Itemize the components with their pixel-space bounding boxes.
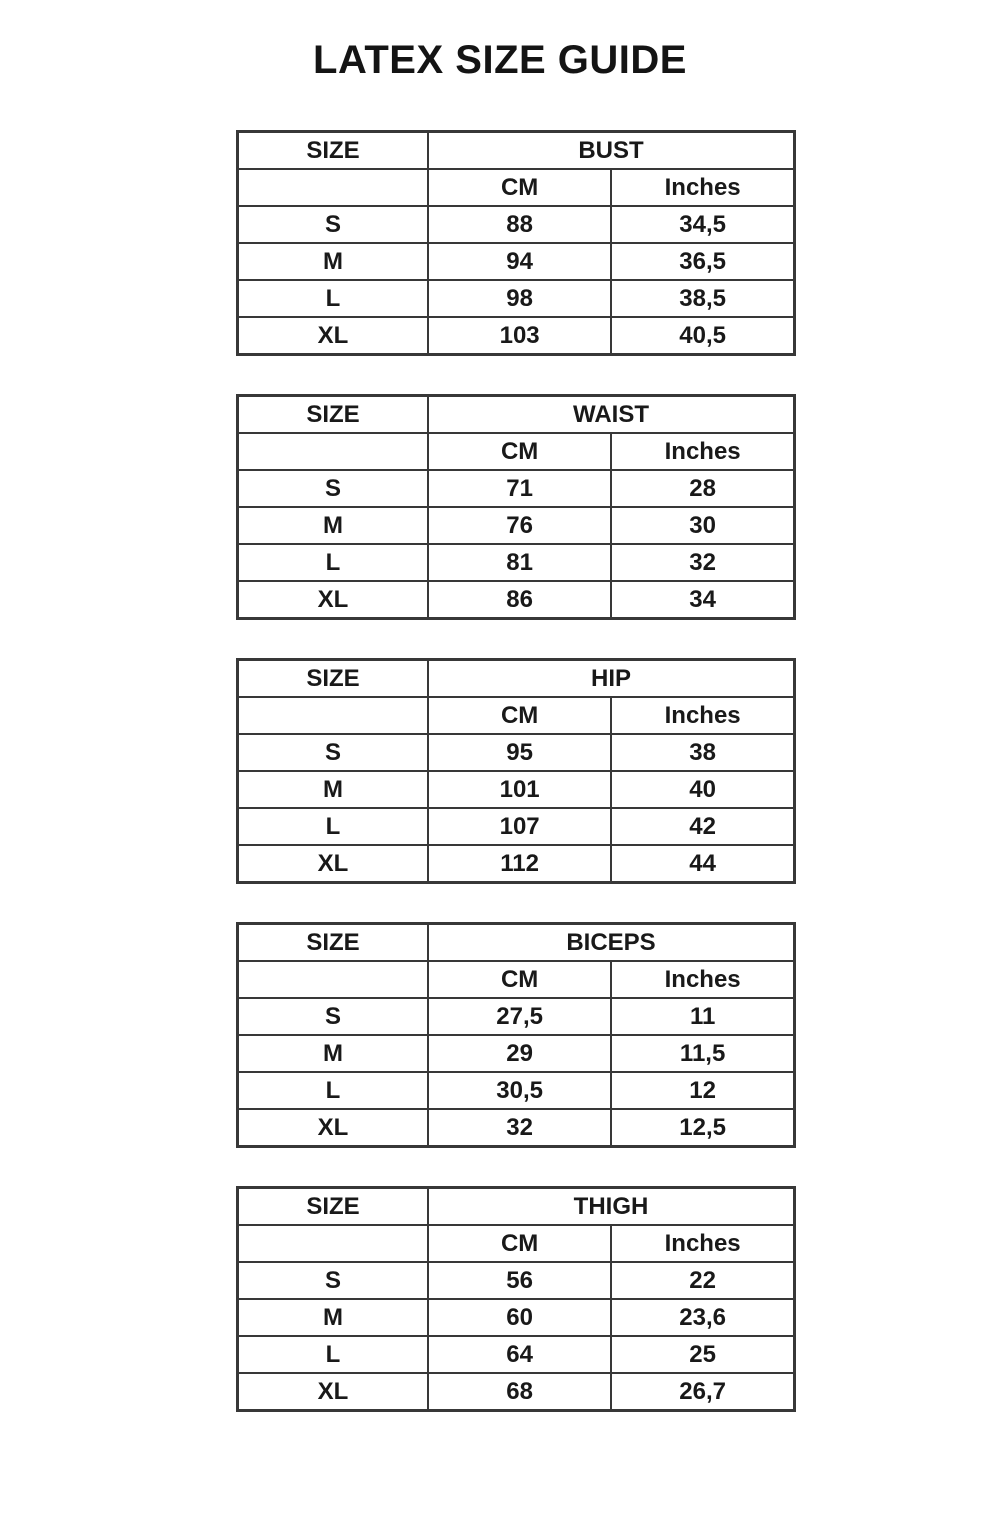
cm-header: CM xyxy=(428,697,611,734)
cm-cell: 95 xyxy=(428,734,611,771)
size-cell: XL xyxy=(238,845,429,883)
table-row xyxy=(238,317,795,355)
cm-cell: 64 xyxy=(428,1336,611,1373)
inches-header: Inches xyxy=(611,961,794,998)
size-cell: M xyxy=(238,1035,429,1072)
unit-header-row xyxy=(238,169,795,206)
cm-cell: 29 xyxy=(428,1035,611,1072)
size-cell: S xyxy=(238,998,429,1035)
table-header-row xyxy=(238,396,795,434)
size-header: SIZE xyxy=(238,924,429,962)
cm-cell: 88 xyxy=(428,206,611,243)
table-header-row xyxy=(238,660,795,698)
size-cell: L xyxy=(238,280,429,317)
inches-cell: 23,6 xyxy=(611,1299,794,1336)
inches-cell: 34 xyxy=(611,581,794,619)
inches-cell: 40,5 xyxy=(611,317,794,355)
inches-cell: 28 xyxy=(611,470,794,507)
cm-cell: 76 xyxy=(428,507,611,544)
size-cell: M xyxy=(238,1299,429,1336)
page-title: LATEX SIZE GUIDE xyxy=(313,38,687,82)
cm-cell: 56 xyxy=(428,1262,611,1299)
table-row xyxy=(238,1109,795,1147)
unit-header-row xyxy=(238,697,795,734)
cm-header: CM xyxy=(428,169,611,206)
cm-cell: 32 xyxy=(428,1109,611,1147)
inches-cell: 32 xyxy=(611,544,794,581)
table-row xyxy=(238,808,795,845)
cm-cell: 94 xyxy=(428,243,611,280)
size-cell: M xyxy=(238,771,429,808)
table-row xyxy=(238,998,795,1035)
size-cell: S xyxy=(238,470,429,507)
size-cell: L xyxy=(238,544,429,581)
size-cell: S xyxy=(238,206,429,243)
size-cell: XL xyxy=(238,1373,429,1411)
table-header-row xyxy=(238,1188,795,1226)
table-row xyxy=(238,1072,795,1109)
empty-cell xyxy=(238,1225,429,1262)
cm-cell: 71 xyxy=(428,470,611,507)
size-cell: S xyxy=(238,734,429,771)
inches-header: Inches xyxy=(611,1225,794,1262)
table-row xyxy=(238,507,795,544)
unit-header-row xyxy=(238,1225,795,1262)
inches-cell: 44 xyxy=(611,845,794,883)
inches-cell: 12,5 xyxy=(611,1109,794,1147)
table-row xyxy=(238,1373,795,1411)
cm-header: CM xyxy=(428,433,611,470)
inches-header: Inches xyxy=(611,433,794,470)
size-table-bust xyxy=(236,130,796,356)
inches-header: Inches xyxy=(611,169,794,206)
size-cell: M xyxy=(238,243,429,280)
size-cell: L xyxy=(238,808,429,845)
size-table-hip xyxy=(236,658,796,884)
empty-cell xyxy=(238,697,429,734)
cm-cell: 27,5 xyxy=(428,998,611,1035)
table-row xyxy=(238,470,795,507)
inches-cell: 11 xyxy=(611,998,794,1035)
size-table-waist xyxy=(236,394,796,620)
empty-cell xyxy=(238,433,429,470)
table-header-row xyxy=(238,132,795,170)
size-header: SIZE xyxy=(238,660,429,698)
table-row xyxy=(238,581,795,619)
cm-cell: 68 xyxy=(428,1373,611,1411)
size-table-biceps xyxy=(236,922,796,1148)
measurement-header: WAIST xyxy=(428,396,795,434)
cm-header: CM xyxy=(428,961,611,998)
cm-cell: 86 xyxy=(428,581,611,619)
inches-header: Inches xyxy=(611,697,794,734)
empty-cell xyxy=(238,961,429,998)
inches-cell: 38,5 xyxy=(611,280,794,317)
size-tables-container xyxy=(236,130,796,1412)
table-row xyxy=(238,206,795,243)
cm-cell: 60 xyxy=(428,1299,611,1336)
table-row xyxy=(238,734,795,771)
inches-cell: 42 xyxy=(611,808,794,845)
size-cell: L xyxy=(238,1336,429,1373)
size-table-thigh xyxy=(236,1186,796,1412)
inches-cell: 34,5 xyxy=(611,206,794,243)
table-row xyxy=(238,280,795,317)
measurement-header: BUST xyxy=(428,132,795,170)
inches-cell: 38 xyxy=(611,734,794,771)
cm-cell: 103 xyxy=(428,317,611,355)
inches-cell: 40 xyxy=(611,771,794,808)
size-cell: XL xyxy=(238,1109,429,1147)
table-row xyxy=(238,771,795,808)
cm-header: CM xyxy=(428,1225,611,1262)
unit-header-row xyxy=(238,433,795,470)
table-row xyxy=(238,1035,795,1072)
inches-cell: 30 xyxy=(611,507,794,544)
inches-cell: 12 xyxy=(611,1072,794,1109)
table-row xyxy=(238,1262,795,1299)
size-cell: XL xyxy=(238,581,429,619)
size-cell: XL xyxy=(238,317,429,355)
table-row xyxy=(238,544,795,581)
empty-cell xyxy=(238,169,429,206)
size-cell: M xyxy=(238,507,429,544)
unit-header-row xyxy=(238,961,795,998)
size-cell: L xyxy=(238,1072,429,1109)
table-row xyxy=(238,1299,795,1336)
cm-cell: 81 xyxy=(428,544,611,581)
inches-cell: 22 xyxy=(611,1262,794,1299)
cm-cell: 98 xyxy=(428,280,611,317)
size-header: SIZE xyxy=(238,132,429,170)
cm-cell: 101 xyxy=(428,771,611,808)
measurement-header: THIGH xyxy=(428,1188,795,1226)
cm-cell: 112 xyxy=(428,845,611,883)
cm-cell: 107 xyxy=(428,808,611,845)
inches-cell: 26,7 xyxy=(611,1373,794,1411)
size-cell: S xyxy=(238,1262,429,1299)
size-header: SIZE xyxy=(238,1188,429,1226)
size-header: SIZE xyxy=(238,396,429,434)
table-row xyxy=(238,1336,795,1373)
table-row xyxy=(238,243,795,280)
inches-cell: 11,5 xyxy=(611,1035,794,1072)
inches-cell: 36,5 xyxy=(611,243,794,280)
measurement-header: BICEPS xyxy=(428,924,795,962)
inches-cell: 25 xyxy=(611,1336,794,1373)
cm-cell: 30,5 xyxy=(428,1072,611,1109)
table-row xyxy=(238,845,795,883)
measurement-header: HIP xyxy=(428,660,795,698)
table-header-row xyxy=(238,924,795,962)
